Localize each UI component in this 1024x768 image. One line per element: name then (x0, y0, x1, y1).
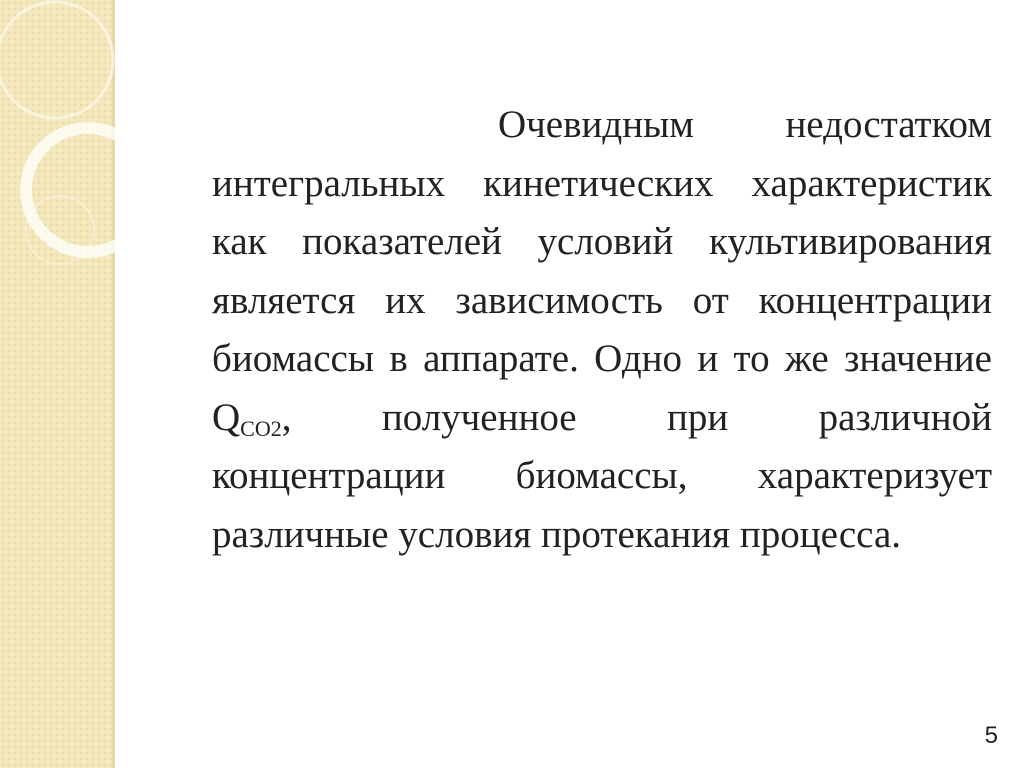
page-number: 5 (984, 722, 998, 749)
paragraph-text-start: Очевидным недостатком интегральных кинетических характеристик как показателей условий культивирования является их зависимость от концентрации биомассы в аппарате. Одно и то же значение Q (212, 103, 992, 439)
paragraph-text-end: , полученное при различной концентрации биомассы, характеризует различные условия протекания процесса. (212, 395, 992, 556)
body-paragraph (212, 96, 992, 564)
subscript-co2: CO2 (240, 415, 282, 441)
decorative-rings (0, 0, 115, 768)
